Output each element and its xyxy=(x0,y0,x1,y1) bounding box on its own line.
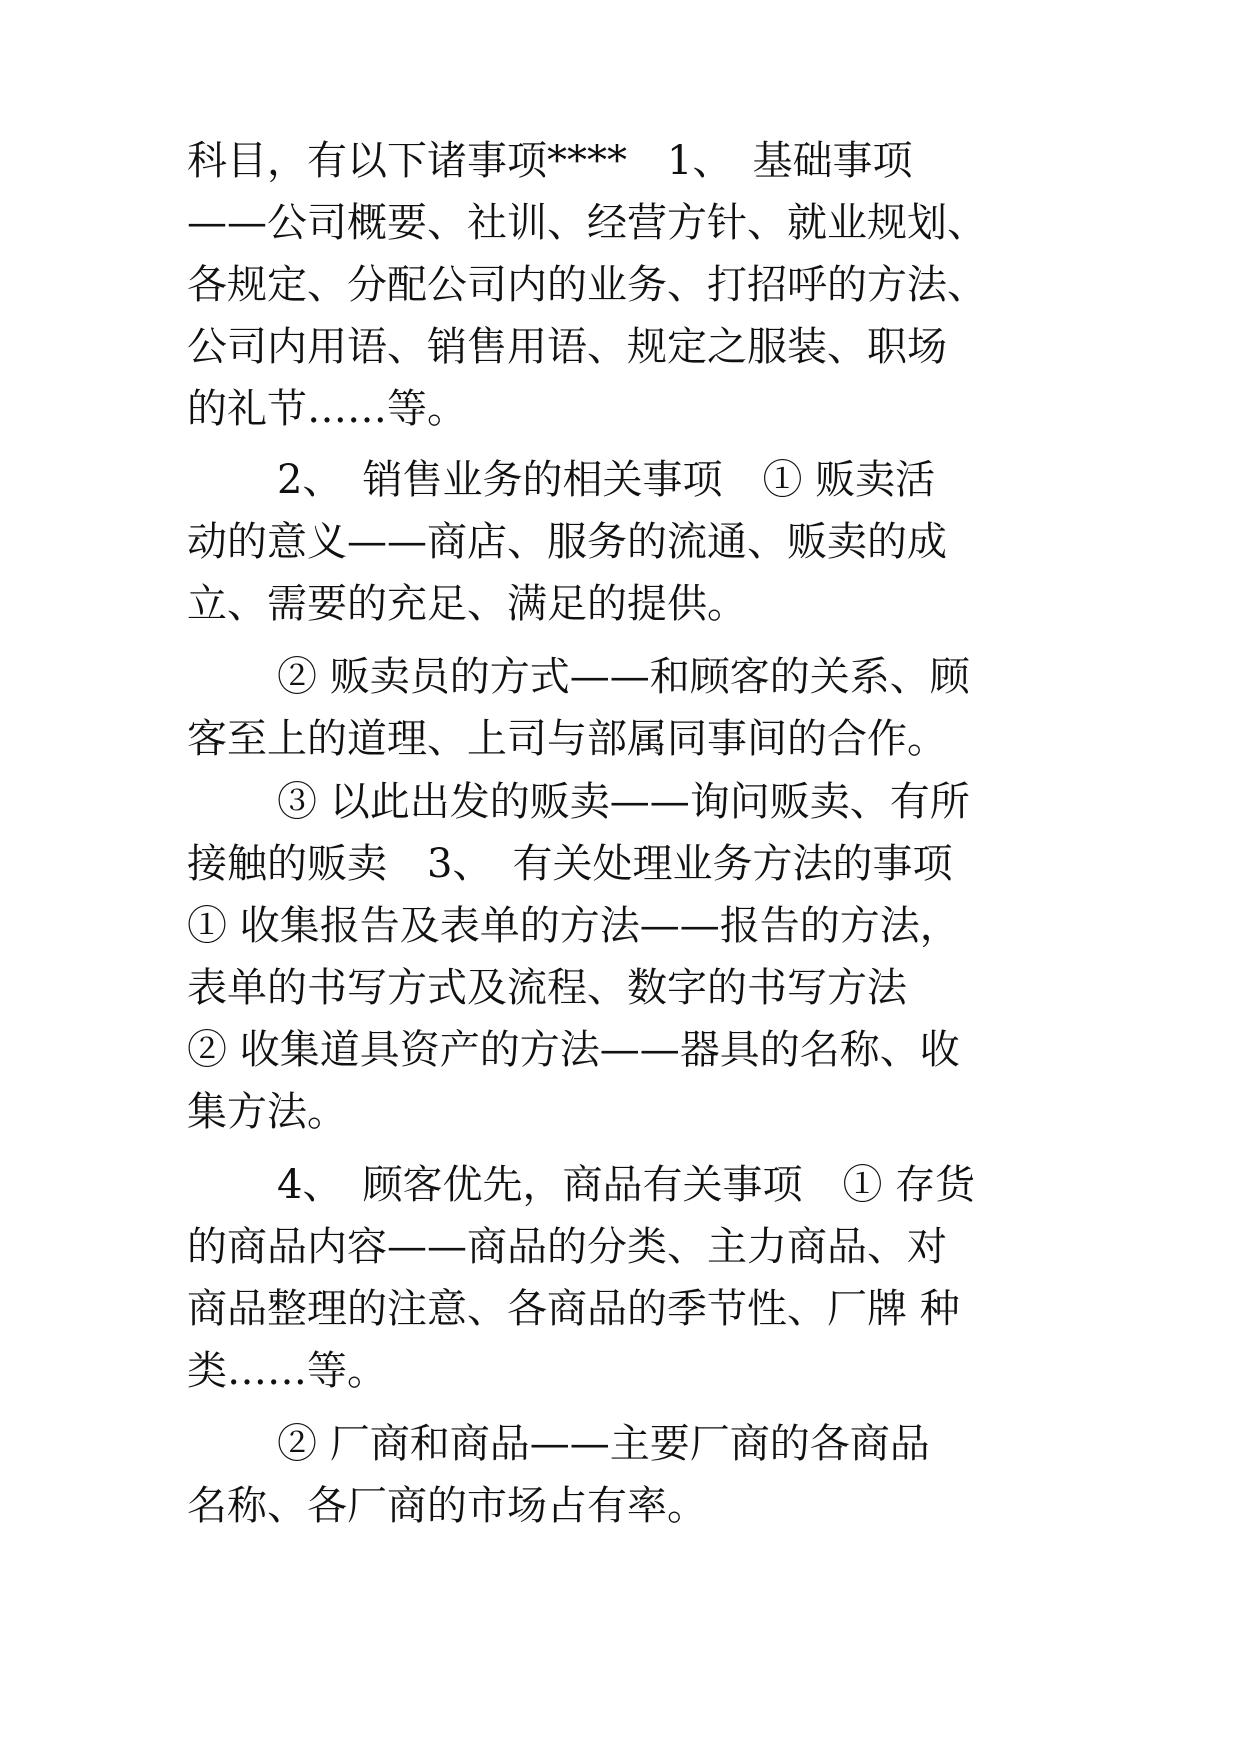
text-line: ——公司概要、社训、经营方针、就业规划、 xyxy=(187,200,987,246)
text-line: 2、 销售业务的相关事项 ① 贩卖活 xyxy=(277,457,936,503)
text-line: 各规定、分配公司内的业务、打招呼的方法、 xyxy=(187,262,987,308)
text-line: 名称、各厂商的市场占有率。 xyxy=(187,1483,707,1529)
text-line: ② 收集道具资产的方法——器具的名称、收 xyxy=(187,1027,960,1073)
text-line: 客至上的道理、上司与部属同事间的合作。 xyxy=(187,716,947,762)
text-line: 科目，有以下诸事项**** 1、 基础事项 xyxy=(187,138,913,184)
text-line: 的商品内容——商品的分类、主力商品、对 xyxy=(187,1224,947,1270)
text-line: 集方法。 xyxy=(187,1089,347,1135)
text-line: 类……等。 xyxy=(187,1348,387,1394)
text-line: 公司内用语、销售用语、规定之服装、职场 xyxy=(187,324,947,370)
text-line: 动的意义——商店、服务的流通、贩卖的成 xyxy=(187,519,947,565)
text-line: ① 收集报告及表单的方法——报告的方法， xyxy=(187,903,960,949)
text-line: 接触的贩卖 3、 有关处理业务方法的事项 xyxy=(187,841,953,887)
text-line: 立、需要的充足、满足的提供。 xyxy=(187,581,747,627)
text-line: 表单的书写方式及流程、数字的书写方法 xyxy=(187,965,907,1011)
text-line: 商品整理的注意、各商品的季节性、厂牌 种 xyxy=(187,1286,960,1332)
text-line: 的礼节……等。 xyxy=(187,386,467,432)
text-line: ② 贩卖员的方式——和顾客的关系、顾 xyxy=(277,654,970,700)
text-line: ③ 以此出发的贩卖——询问贩卖、有所 xyxy=(277,779,970,825)
text-line: 4、 顾客优先，商品有关事项 ① 存货 xyxy=(277,1162,976,1208)
text-line: ② 厂商和商品——主要厂商的各商品 xyxy=(277,1421,930,1467)
